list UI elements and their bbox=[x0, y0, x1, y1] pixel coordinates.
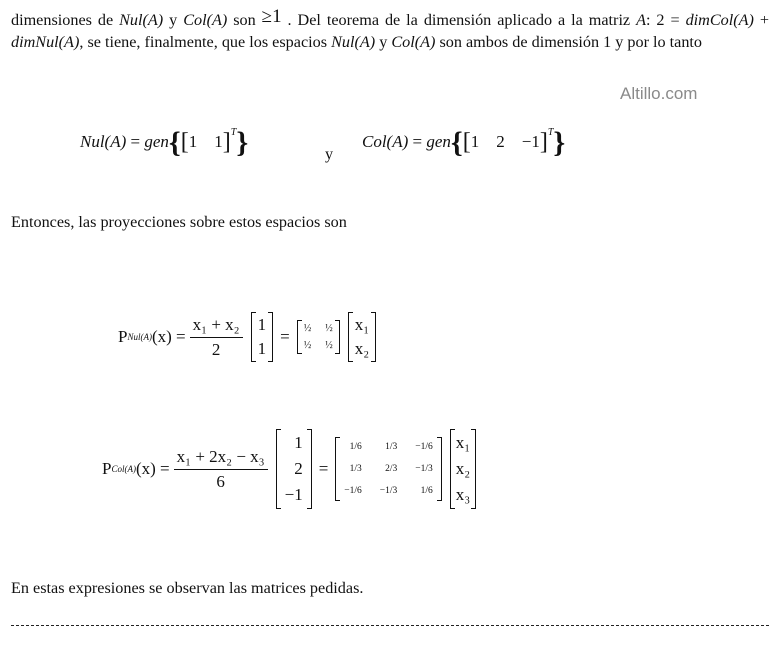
fraction bbox=[174, 447, 268, 492]
intro-paragraph bbox=[11, 6, 769, 53]
vector-entry: 1 bbox=[257, 315, 267, 334]
brace-close: } bbox=[236, 126, 249, 159]
bracket-close: ] bbox=[539, 129, 548, 155]
col-vector: 1 2 −1 bbox=[470, 132, 540, 151]
fraction-denominator: 2 bbox=[211, 339, 221, 359]
matrix-entry: 2/3 bbox=[385, 464, 398, 474]
col-a: Col(A) bbox=[183, 11, 228, 29]
col-a: Col(A) bbox=[391, 33, 436, 51]
transpose: T bbox=[547, 127, 554, 138]
col-basis-vector bbox=[276, 430, 312, 508]
vector-entry: x₂ bbox=[455, 459, 471, 478]
text: : 2 = bbox=[645, 11, 686, 29]
matrix-a: A bbox=[636, 11, 646, 29]
matrix-entry: ½ bbox=[303, 340, 312, 351]
matrix-entry: −1/3 bbox=[415, 464, 433, 474]
projection-col-formula bbox=[102, 430, 480, 508]
vector-entry: x₃ bbox=[455, 485, 471, 504]
nul-a: Nul(A) bbox=[119, 11, 164, 29]
projections-paragraph: Entonces, las proyecciones sobre estos espacios son bbox=[11, 213, 347, 231]
matrix-entry: 1/6 bbox=[349, 442, 362, 452]
x-vector bbox=[450, 430, 476, 508]
bracket-close: ] bbox=[222, 129, 231, 155]
vector-entry: −1 bbox=[284, 485, 303, 504]
nul-span-equation bbox=[80, 126, 248, 160]
matrix-entry: 1/3 bbox=[385, 442, 398, 452]
vector-entry: 1 bbox=[257, 339, 267, 358]
fraction-numerator: x₁ + 2x₂ − x₃ bbox=[174, 447, 268, 470]
p-subscript: Col(A) bbox=[111, 464, 136, 474]
nul-lhs: Nul(A) bbox=[80, 132, 127, 151]
matrix-entry: 1/6 bbox=[420, 486, 433, 496]
p-argument: (x) = bbox=[151, 327, 186, 346]
projection-nul-formula bbox=[118, 313, 380, 361]
transpose: T bbox=[230, 127, 237, 138]
equals: = bbox=[408, 132, 427, 151]
text: . Del teorema de la dimensión aplicado a la matriz bbox=[281, 11, 637, 29]
gen: gen bbox=[144, 132, 169, 151]
brace-close: } bbox=[553, 126, 566, 159]
nul-vector: 1 1 bbox=[188, 132, 223, 151]
matrix-entry: −1/6 bbox=[415, 442, 433, 452]
bracket-open: [ bbox=[462, 129, 471, 155]
p-symbol: P bbox=[118, 327, 128, 346]
matrix-entry: ½ bbox=[303, 323, 312, 334]
dim-nul: dimNul(A) bbox=[11, 33, 80, 51]
brace-open: { bbox=[168, 126, 181, 159]
equals: = bbox=[126, 132, 145, 151]
matrix-entry: ½ bbox=[325, 323, 333, 334]
text: , se tiene, finalmente, que los espacios bbox=[79, 33, 332, 51]
vector-entry: 1 bbox=[294, 433, 303, 452]
fraction bbox=[190, 315, 243, 360]
equals: = bbox=[318, 459, 329, 478]
closing-paragraph: En estas expresiones se observan las matrices pedidas. bbox=[11, 579, 364, 597]
equals: = bbox=[280, 327, 290, 346]
vector-entry: x₁ bbox=[455, 433, 471, 452]
x-vector bbox=[348, 313, 376, 361]
geq-one: ≥1 bbox=[261, 6, 282, 27]
nul-basis-vector bbox=[251, 313, 274, 361]
matrix-entry: −1/3 bbox=[379, 486, 398, 496]
brace-open: { bbox=[450, 126, 463, 159]
vector-entry: x₁ bbox=[354, 315, 370, 334]
text: + bbox=[753, 11, 769, 29]
projection-matrix-nul bbox=[297, 321, 340, 353]
fraction-denominator: 6 bbox=[216, 471, 225, 491]
watermark: Altillo.com bbox=[620, 84, 698, 103]
col-span-equation bbox=[362, 126, 565, 160]
matrix-entry: 1/3 bbox=[349, 464, 362, 474]
matrix-entry: ½ bbox=[325, 340, 333, 351]
text: son bbox=[227, 11, 262, 29]
gen: gen bbox=[426, 132, 451, 151]
text: son ambos de dimensión 1 y por lo tanto bbox=[435, 33, 703, 51]
separator-line bbox=[11, 625, 769, 626]
nul-a: Nul(A) bbox=[331, 33, 376, 51]
p-argument: (x) = bbox=[135, 459, 170, 478]
vector-entry: 2 bbox=[294, 459, 303, 478]
dim-col: dimCol(A) bbox=[685, 11, 754, 29]
p-symbol: P bbox=[102, 459, 112, 478]
projection-matrix-col bbox=[335, 438, 442, 500]
bracket-open: [ bbox=[180, 129, 189, 155]
text: dimensiones de bbox=[11, 11, 120, 29]
text: y bbox=[163, 11, 184, 29]
conjunction-y: y bbox=[325, 145, 334, 163]
matrix-entry: −1/6 bbox=[344, 486, 362, 496]
p-subscript: Nul(A) bbox=[127, 332, 152, 342]
vector-entry: x₂ bbox=[354, 339, 370, 358]
col-lhs: Col(A) bbox=[362, 132, 409, 151]
fraction-numerator: x₁ + x₂ bbox=[190, 315, 243, 338]
text: y bbox=[375, 33, 392, 51]
